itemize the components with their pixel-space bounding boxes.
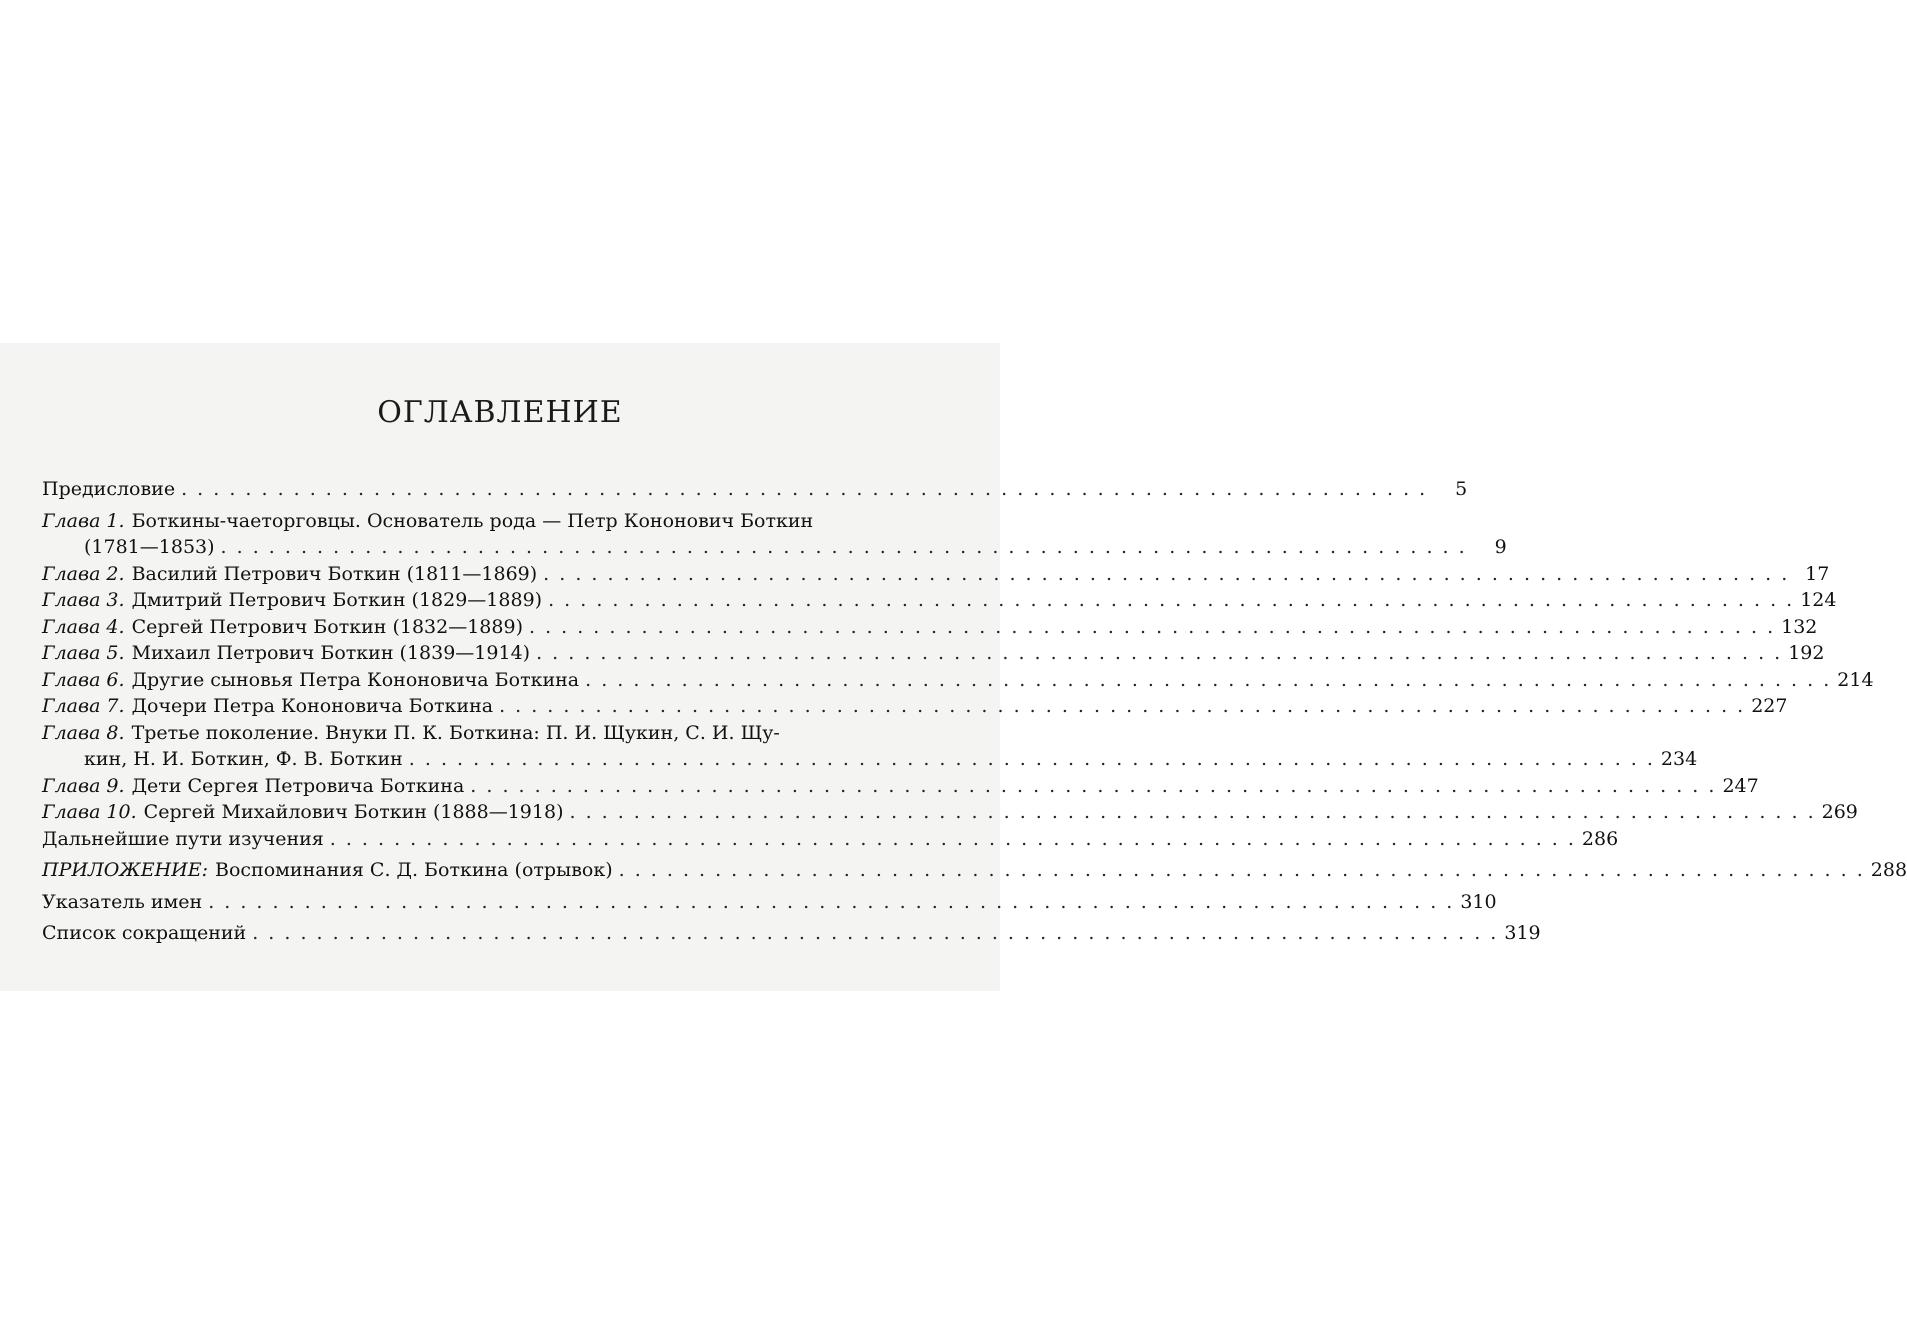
dot-leader — [470, 773, 1716, 800]
chapter-label: Глава 3. — [42, 589, 125, 611]
dot-leader — [181, 476, 1427, 503]
toc-page-number: 234 — [1660, 748, 1698, 770]
dot-leader — [252, 920, 1498, 947]
toc-page-number: 288 — [1870, 859, 1907, 881]
dot-leader — [585, 667, 1831, 694]
toc-entry-title: Михаил Петрович Боткин (1839—1914) — [131, 642, 531, 664]
chapter-label: Глава 9. — [42, 774, 125, 797]
dot-leader — [543, 561, 1789, 588]
toc-entry-chapter-5 — [42, 640, 1825, 667]
chapter-label: Глава 1. — [42, 509, 125, 532]
toc-entry-chapter-3 — [42, 587, 1837, 614]
dot-leader — [221, 534, 1467, 561]
toc-entry-appendix — [42, 857, 1907, 884]
chapter-label: Глава 8. — [42, 721, 125, 744]
toc-page-number: 310 — [1460, 890, 1497, 913]
toc-page-number: 5 — [1455, 478, 1468, 500]
dot-leader — [409, 746, 1655, 773]
toc-entry-chapter-8 — [42, 720, 1698, 773]
toc-entry-title-continuation: (1781—1853) — [84, 536, 215, 558]
toc-page-number: 9 — [1494, 536, 1507, 558]
toc-page-number: 247 — [1722, 774, 1759, 797]
toc-entry-title: Дальнейшие пути изучения — [42, 827, 324, 850]
dot-leader — [529, 614, 1775, 641]
chapter-label: Глава 5. — [42, 642, 125, 664]
chapter-label: Глава 4. — [42, 615, 125, 638]
table-of-contents — [42, 476, 1907, 947]
chapter-label: Глава 7. — [42, 695, 125, 717]
toc-entry-title: Боткины-чаеторговцы. Основатель рода — Петр Кононович Боткин — [131, 509, 814, 532]
toc-entry-title: Василий Петрович Боткин (1811—1869) — [131, 562, 538, 585]
toc-page-number: 227 — [1751, 695, 1788, 717]
toc-entry-chapter-4 — [42, 614, 1818, 641]
toc-page-number: 132 — [1781, 615, 1818, 638]
chapter-label: Глава 6. — [42, 668, 125, 691]
toc-page-number: 17 — [1805, 562, 1830, 585]
appendix-label: ПРИЛОЖЕНИЕ: — [42, 859, 208, 881]
chapter-label: Глава 2. — [42, 562, 125, 585]
toc-entry-title: Предисловие — [42, 478, 176, 500]
toc-entry-chapter-2 — [42, 561, 1830, 588]
toc-entry-title-continuation: кин, Н. И. Боткин, Ф. В. Боткин — [84, 748, 403, 770]
dot-leader — [548, 587, 1794, 614]
toc-entry-title: Сергей Михайлович Боткин (1888—1918) — [143, 801, 564, 823]
toc-entry-chapter-6 — [42, 667, 1874, 694]
toc-entry-preface — [42, 476, 1468, 503]
toc-entry-title: Список сокращений — [42, 922, 247, 944]
toc-entry-abbreviations — [42, 920, 1541, 947]
toc-entry-title: Сергей Петрович Боткин (1832—1889) — [131, 615, 523, 638]
toc-entry-title: Дети Сергея Петровича Боткина — [131, 774, 465, 797]
dot-leader — [569, 799, 1815, 826]
toc-entry-chapter-7 — [42, 693, 1788, 720]
toc-entry-title: Дмитрий Петрович Боткин (1829—1889) — [131, 589, 543, 611]
toc-entry-chapter-10 — [42, 799, 1858, 826]
toc-entry-further-study — [42, 826, 1619, 853]
chapter-label: Глава 10. — [42, 801, 137, 823]
page-title: ОГЛАВЛЕНИЕ — [377, 395, 623, 430]
toc-page-number: 269 — [1821, 801, 1858, 823]
toc-entry-title: Третье поколение. Внуки П. К. Боткина: П. И. Щукин, С. И. Щу- — [131, 721, 780, 744]
toc-entry-title: Воспоминания С. Д. Боткина (отрывок) — [214, 859, 613, 881]
toc-entry-title: Другие сыновья Петра Кононовича Боткина — [131, 668, 580, 691]
toc-entry-chapter-9 — [42, 773, 1759, 800]
dot-leader — [499, 693, 1745, 720]
dot-leader — [536, 640, 1782, 667]
toc-entry-title: Указатель имен — [42, 890, 203, 913]
dot-leader — [208, 889, 1454, 916]
dot-leader — [330, 826, 1576, 853]
toc-entry-chapter-1 — [42, 508, 1507, 561]
toc-entry-name-index — [42, 889, 1497, 916]
dot-leader — [619, 857, 1865, 884]
toc-page-number: 192 — [1788, 642, 1825, 664]
toc-page-number: 286 — [1581, 827, 1619, 850]
toc-page-number: 319 — [1504, 922, 1541, 944]
toc-entry-title: Дочери Петра Кононовича Боткина — [131, 695, 494, 717]
toc-page-number: 214 — [1837, 668, 1874, 691]
toc-page-number: 124 — [1800, 589, 1837, 611]
